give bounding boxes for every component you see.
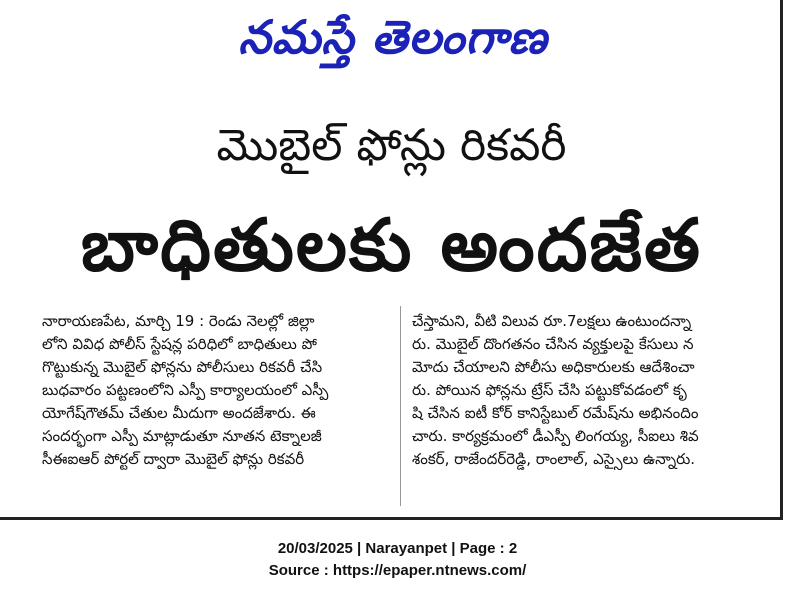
article-line: యోగేష్‌గౌతమ్ చేతుల మీదుగా అందజేశారు. ఈ	[42, 404, 316, 422]
article-line: రు. మొబైల్ దొంగతనం చేసిన వ్యక్తులపై కేసులు న	[412, 335, 694, 353]
article-line: షి చేసిన ఐటీ కోర్ కానిస్టేబుల్ రమేష్‌ను అభినందిం	[412, 404, 699, 422]
source-link[interactable]: Source : https://epaper.ntnews.com/	[268, 562, 527, 579]
clipping-footer	[0, 538, 795, 582]
article-column-1	[42, 310, 392, 471]
article-line: సీఈఐఆర్ పోర్టల్ ద్వారా మొబైల్ ఫోన్లు రికవరీ	[42, 450, 305, 468]
newspaper-masthead: నమస్తే తెలంగాణ	[238, 10, 548, 64]
article-line: బుధవారం పట్టణంలోని ఎస్పీ కార్యాలయంలో ఎస్పీ	[42, 381, 329, 399]
publication-info: 20/03/2025 | Narayanpet | Page : 2	[277, 540, 518, 557]
article-line: చారు. కార్యక్రమంలో డీఎస్పీ లింగయ్య, సీఐలు శివ	[412, 427, 699, 445]
article-column-2	[412, 310, 767, 471]
article-line: మోదు చేయాలని పోలీసు అధికారులకు ఆదేశించా	[412, 358, 695, 376]
article-line: నారాయణపేట, మార్చి 19 : రెండు నెలల్లో జిల్లా	[42, 312, 315, 330]
article-line: సందర్భంగా ఎస్పీ మాట్లాడుతూ నూతన టెక్నాలజీ	[42, 427, 322, 445]
article-line: శంకర్, రాజేందర్‌రెడ్డి, రాంలాల్, ఎస్సైలు ఉన్నారు.	[412, 450, 696, 468]
article-line: గొట్టుకున్న మొబైల్ ఫోన్లను పోలీసులు రికవరీ చేసి	[42, 358, 323, 376]
column-divider	[400, 306, 401, 506]
article-headline: బాధితులకు అందజేత	[80, 203, 703, 287]
article-line: రు. పోయిన ఫోన్లను ట్రేస్ చేసి పట్టుకోవడంలో కృ	[412, 381, 687, 399]
article-line: చేస్తామని, వీటి విలువ రూ.7లక్షలు ఉంటుందన్నా	[412, 312, 692, 330]
article-line: లోని వివిధ పోలీస్ స్టేషన్ల పరిధిలో బాధితులు పో	[42, 335, 317, 353]
article-kicker: మొబైల్ ఫోన్లు రికవరీ	[216, 120, 567, 171]
